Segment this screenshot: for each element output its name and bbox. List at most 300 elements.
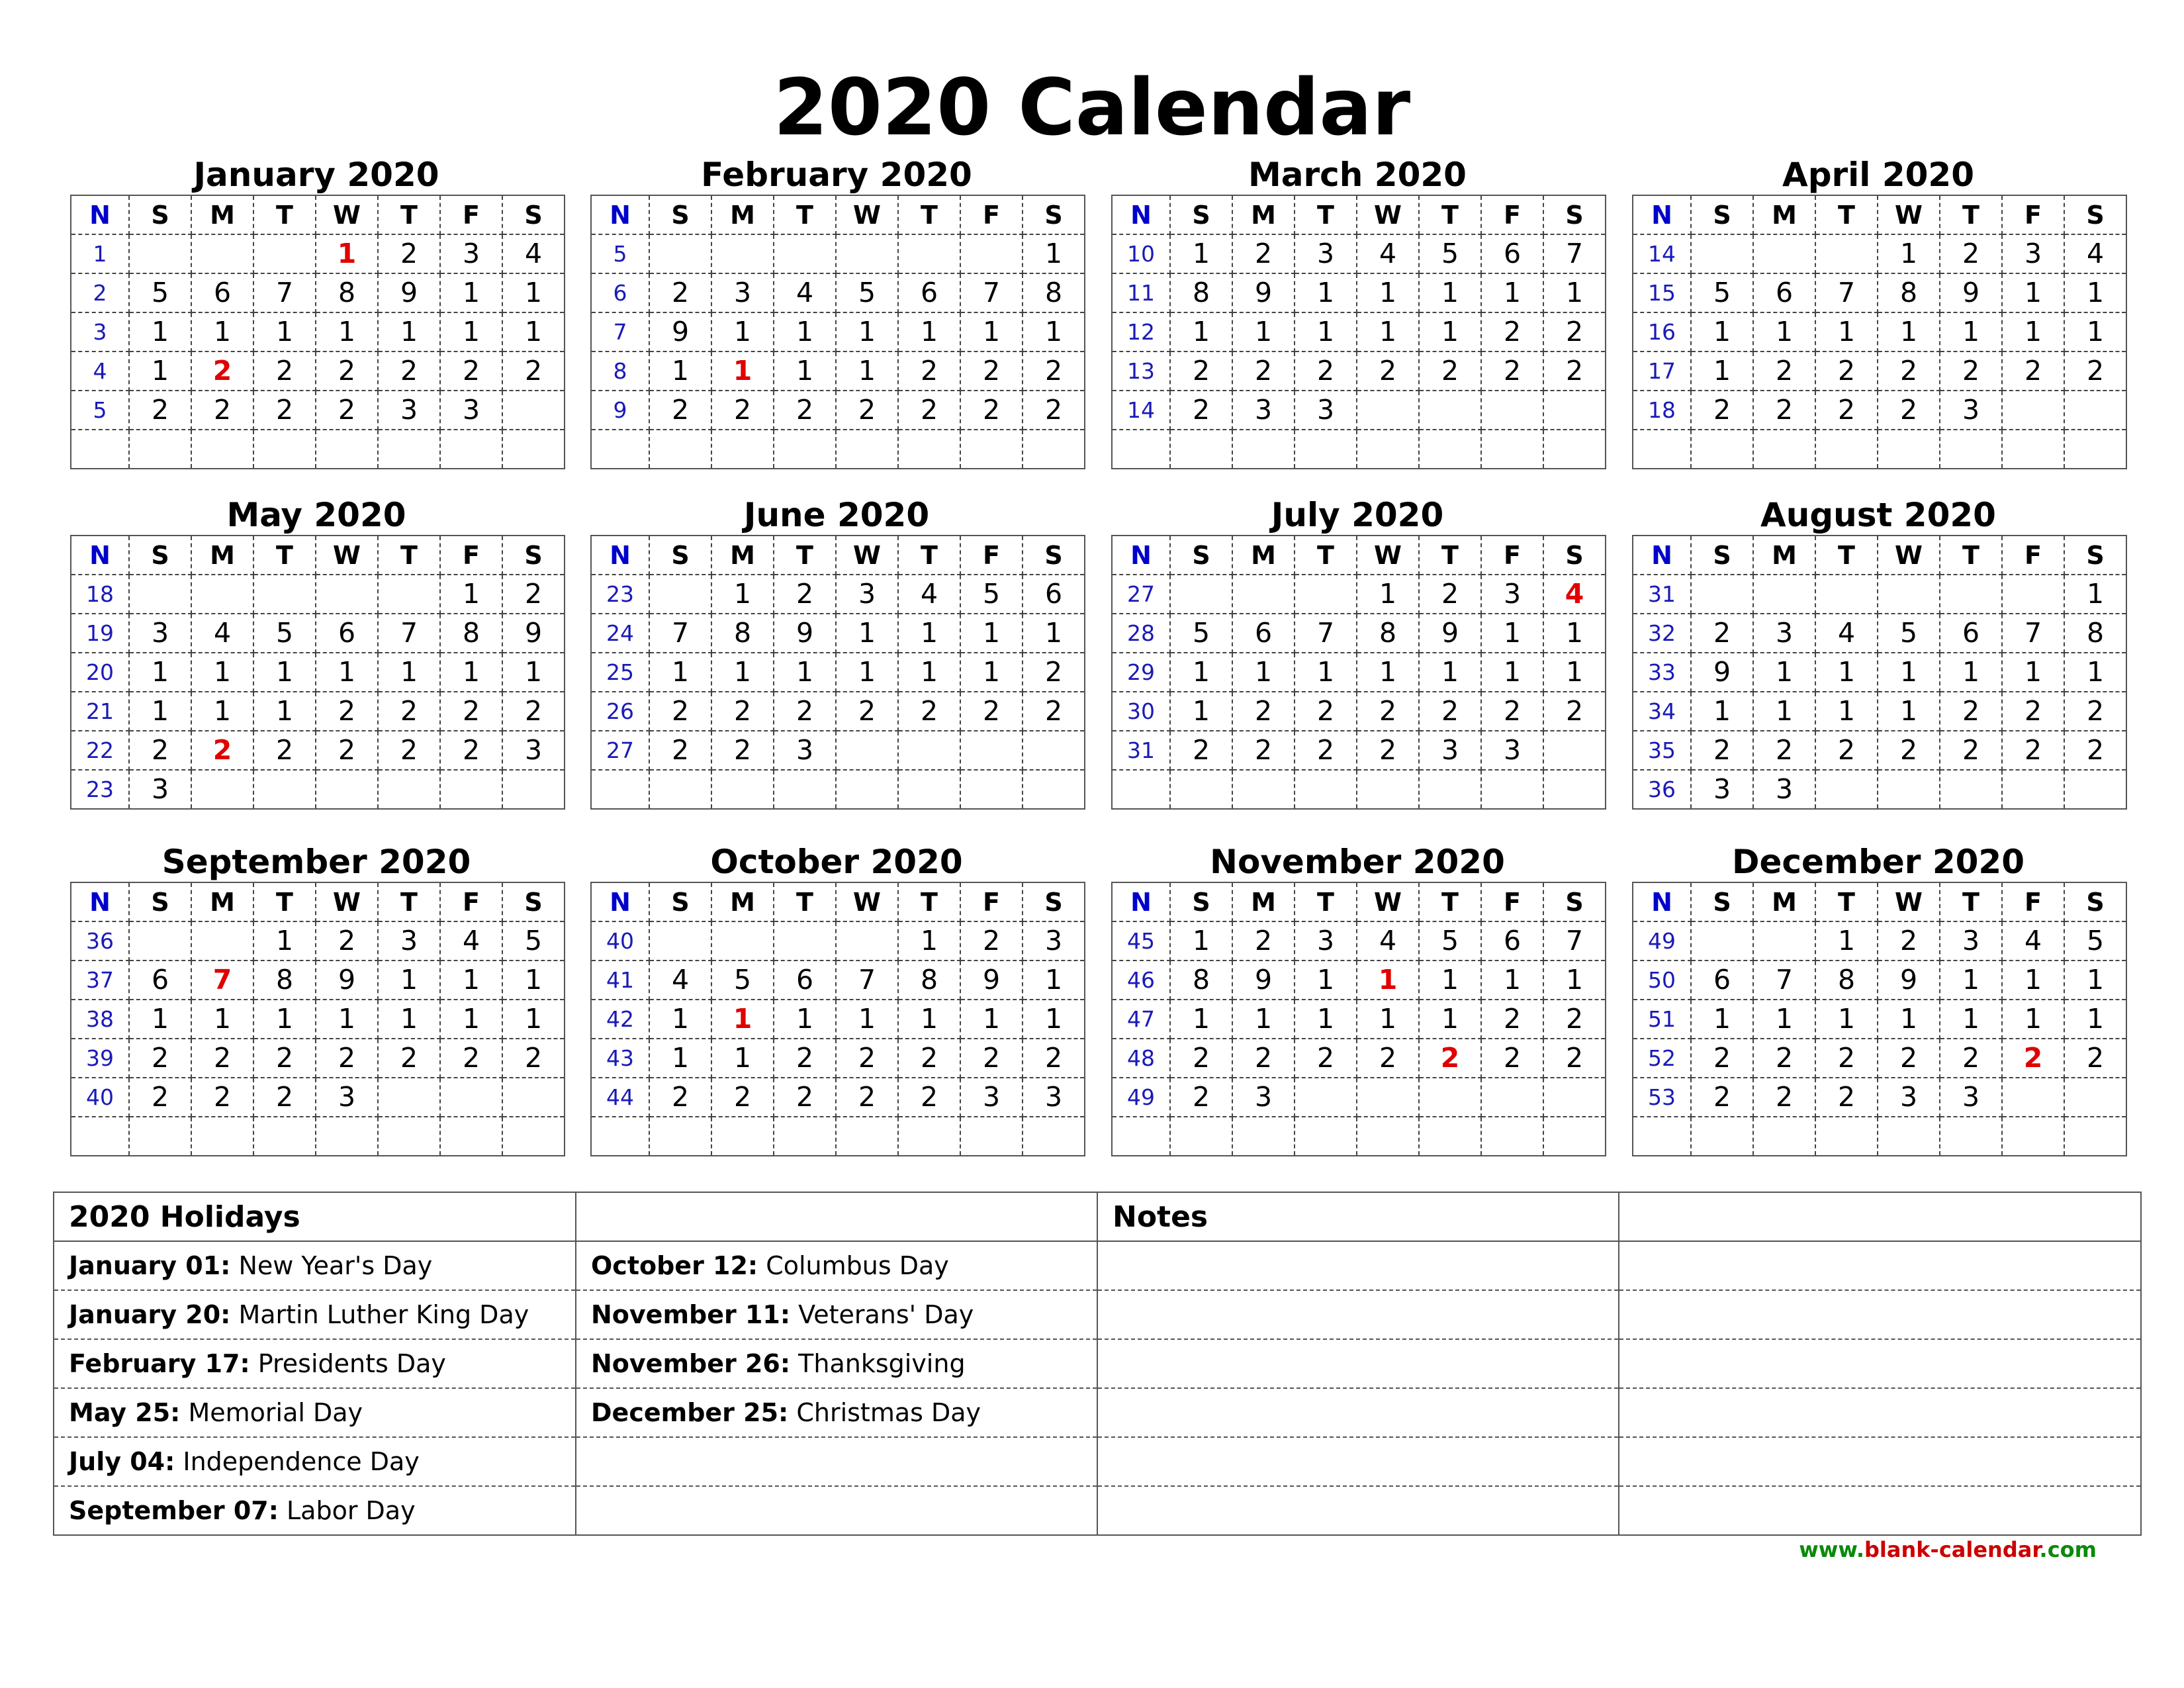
day-cell xyxy=(1691,921,1753,961)
day-cell: 3 xyxy=(1023,1078,1085,1117)
weekday-header: S xyxy=(1691,882,1753,921)
week-number: 37 xyxy=(71,961,129,1000)
day-cell: 1 xyxy=(1815,1000,1878,1039)
day-cell: 5 xyxy=(836,273,898,312)
day-cell: 2 xyxy=(1481,312,1543,352)
day-cell xyxy=(440,1078,502,1117)
day-cell: 1 xyxy=(2064,273,2126,312)
week-row xyxy=(1112,1000,1606,1039)
week-row xyxy=(1633,312,2126,352)
notes-line[interactable] xyxy=(1619,1388,2140,1437)
weekday-header: M xyxy=(1232,882,1295,921)
day-cell: 2 xyxy=(1940,692,2002,731)
day-cell: 9 xyxy=(649,312,711,352)
day-cell: 1 xyxy=(1295,273,1357,312)
holiday-date: October 12: xyxy=(591,1251,758,1280)
notes-line[interactable] xyxy=(1619,1437,2140,1486)
day-cell xyxy=(1940,770,2002,809)
week-number: 40 xyxy=(591,921,649,961)
week-number-header: N xyxy=(1112,536,1170,575)
holiday-day-cell: 2 xyxy=(191,731,253,770)
week-number: 36 xyxy=(1633,770,1691,809)
day-cell: 2 xyxy=(1481,1039,1543,1078)
month-calendar xyxy=(70,843,563,1156)
day-cell: 9 xyxy=(316,961,378,1000)
day-cell: 1 xyxy=(898,921,960,961)
day-cell: 4 xyxy=(774,273,836,312)
day-cell xyxy=(1878,1117,1940,1156)
month-title: September 2020 xyxy=(161,843,471,881)
day-cell xyxy=(191,770,253,809)
week-number: 1 xyxy=(71,234,129,273)
day-cell xyxy=(129,921,191,961)
week-number xyxy=(71,430,129,469)
week-row xyxy=(1112,961,1606,1000)
day-cell: 2 xyxy=(1543,1039,1606,1078)
day-cell: 2 xyxy=(1295,692,1357,731)
day-cell: 2 xyxy=(1691,1039,1753,1078)
day-cell xyxy=(1878,575,1940,614)
week-number: 48 xyxy=(1112,1039,1170,1078)
holiday-date: July 04: xyxy=(69,1447,175,1476)
day-cell: 2 xyxy=(649,692,711,731)
weekday-header: S xyxy=(129,536,191,575)
week-number: 27 xyxy=(591,731,649,770)
day-cell xyxy=(1170,770,1232,809)
week-row xyxy=(1633,1078,2126,1117)
notes-line[interactable] xyxy=(1097,1388,1619,1437)
day-cell: 2 xyxy=(1357,731,1419,770)
day-cell: 1 xyxy=(1419,653,1481,692)
month-calendar xyxy=(1111,156,1604,469)
day-cell: 1 xyxy=(960,614,1023,653)
footer-suffix: .com xyxy=(2039,1537,2097,1562)
holiday-entry xyxy=(54,1241,576,1290)
week-row xyxy=(1112,1078,1606,1117)
day-cell: 2 xyxy=(1170,1039,1232,1078)
notes-line[interactable] xyxy=(1619,1339,2140,1388)
day-cell: 2 xyxy=(960,692,1023,731)
notes-line[interactable] xyxy=(1097,1486,1619,1534)
holiday-row xyxy=(54,1290,2140,1339)
day-cell: 8 xyxy=(2064,614,2126,653)
week-number: 27 xyxy=(1112,575,1170,614)
week-number: 18 xyxy=(1633,391,1691,430)
week-number: 49 xyxy=(1633,921,1691,961)
day-cell: 2 xyxy=(378,234,440,273)
weekday-header: T xyxy=(1295,195,1357,234)
week-number xyxy=(1633,1117,1691,1156)
notes-line[interactable] xyxy=(1097,1437,1619,1486)
day-cell: 2 xyxy=(1023,391,1085,430)
weekday-header: F xyxy=(960,536,1023,575)
day-cell: 9 xyxy=(1878,961,1940,1000)
holiday-entry xyxy=(54,1437,576,1486)
week-number: 31 xyxy=(1112,731,1170,770)
day-cell: 2 xyxy=(129,1039,191,1078)
day-cell xyxy=(898,731,960,770)
day-cell: 5 xyxy=(711,961,774,1000)
day-cell: 1 xyxy=(440,575,502,614)
weekday-header: S xyxy=(1023,195,1085,234)
day-cell: 1 xyxy=(129,653,191,692)
day-cell: 1 xyxy=(1481,614,1543,653)
day-cell: 8 xyxy=(711,614,774,653)
day-cell: 1 xyxy=(1815,921,1878,961)
day-cell: 1 xyxy=(1357,575,1419,614)
day-cell: 1 xyxy=(1878,312,1940,352)
day-cell: 1 xyxy=(960,312,1023,352)
week-number: 38 xyxy=(71,1000,129,1039)
weekday-header-row xyxy=(1633,882,2126,921)
weekday-header: T xyxy=(378,195,440,234)
notes-line[interactable] xyxy=(1619,1290,2140,1339)
day-cell: 1 xyxy=(1295,961,1357,1000)
holiday-name: Independence Day xyxy=(183,1447,420,1476)
day-cell: 2 xyxy=(1023,692,1085,731)
day-cell: 2 xyxy=(1691,1078,1753,1117)
week-row xyxy=(591,234,1085,273)
day-cell: 1 xyxy=(1878,653,1940,692)
week-number: 24 xyxy=(591,614,649,653)
month-table xyxy=(1111,882,1606,1156)
weekday-header: S xyxy=(2064,195,2126,234)
day-cell: 7 xyxy=(1295,614,1357,653)
day-cell: 2 xyxy=(1023,352,1085,391)
day-cell: 1 xyxy=(502,1000,565,1039)
day-cell: 2 xyxy=(1543,352,1606,391)
weekday-header: T xyxy=(253,536,316,575)
week-number xyxy=(71,1117,129,1156)
day-cell xyxy=(1023,731,1085,770)
day-cell xyxy=(1940,1117,2002,1156)
day-cell xyxy=(1419,391,1481,430)
day-cell: 1 xyxy=(2064,1000,2126,1039)
day-cell: 1 xyxy=(711,1039,774,1078)
week-number: 46 xyxy=(1112,961,1170,1000)
week-row xyxy=(71,614,565,653)
day-cell: 3 xyxy=(1023,921,1085,961)
day-cell xyxy=(253,1117,316,1156)
day-cell: 1 xyxy=(836,653,898,692)
week-number: 14 xyxy=(1112,391,1170,430)
day-cell: 1 xyxy=(316,312,378,352)
day-cell: 6 xyxy=(1691,961,1753,1000)
day-cell xyxy=(960,430,1023,469)
week-number: 5 xyxy=(591,234,649,273)
day-cell xyxy=(253,234,316,273)
day-cell: 1 xyxy=(1295,312,1357,352)
week-number: 3 xyxy=(71,312,129,352)
day-cell: 9 xyxy=(774,614,836,653)
holiday-date: December 25: xyxy=(591,1398,789,1427)
day-cell: 2 xyxy=(1170,1078,1232,1117)
weekday-header: M xyxy=(1232,536,1295,575)
day-cell xyxy=(1691,430,1753,469)
day-cell xyxy=(1815,770,1878,809)
week-number: 36 xyxy=(71,921,129,961)
day-cell: 2 xyxy=(898,352,960,391)
day-cell: 3 xyxy=(1481,575,1543,614)
week-number: 50 xyxy=(1633,961,1691,1000)
day-cell xyxy=(2064,1078,2126,1117)
week-number: 20 xyxy=(71,653,129,692)
day-cell: 5 xyxy=(1691,273,1753,312)
week-row xyxy=(591,1039,1085,1078)
month-title: December 2020 xyxy=(1732,843,2025,881)
day-cell: 1 xyxy=(1023,234,1085,273)
day-cell: 1 xyxy=(1170,312,1232,352)
day-cell xyxy=(711,770,774,809)
holiday-name: Christmas Day xyxy=(796,1398,981,1427)
weekday-header: S xyxy=(1170,195,1232,234)
day-cell: 2 xyxy=(1753,731,1815,770)
month-table xyxy=(1632,195,2127,469)
weekday-header: M xyxy=(1232,195,1295,234)
day-cell xyxy=(253,575,316,614)
day-cell: 2 xyxy=(1753,391,1815,430)
day-cell: 1 xyxy=(502,273,565,312)
day-cell xyxy=(378,1078,440,1117)
week-number: 9 xyxy=(591,391,649,430)
day-cell xyxy=(960,731,1023,770)
day-cell xyxy=(1815,575,1878,614)
day-cell: 2 xyxy=(129,1078,191,1117)
holiday-row xyxy=(54,1388,2140,1437)
month-table xyxy=(1111,535,1606,810)
month-title: October 2020 xyxy=(710,843,963,881)
day-cell xyxy=(1691,575,1753,614)
day-cell: 3 xyxy=(378,391,440,430)
day-cell xyxy=(129,575,191,614)
week-number xyxy=(1112,430,1170,469)
day-cell: 9 xyxy=(1232,961,1295,1000)
week-number: 34 xyxy=(1633,692,1691,731)
day-cell: 1 xyxy=(1023,312,1085,352)
week-row xyxy=(591,770,1085,809)
day-cell: 1 xyxy=(253,312,316,352)
day-cell xyxy=(378,430,440,469)
day-cell: 8 xyxy=(1023,273,1085,312)
notes-line[interactable] xyxy=(1097,1339,1619,1388)
day-cell: 1 xyxy=(1543,653,1606,692)
notes-line[interactable] xyxy=(1619,1241,2140,1290)
weekday-header-row xyxy=(591,882,1085,921)
day-cell: 4 xyxy=(1357,234,1419,273)
notes-line[interactable] xyxy=(1619,1486,2140,1534)
day-cell: 1 xyxy=(1170,1000,1232,1039)
day-cell: 2 xyxy=(774,1039,836,1078)
week-row xyxy=(71,430,565,469)
weekday-header-row xyxy=(71,195,565,234)
day-cell: 1 xyxy=(1357,653,1419,692)
day-cell xyxy=(711,921,774,961)
day-cell: 1 xyxy=(2002,312,2064,352)
day-cell: 2 xyxy=(502,575,565,614)
week-row xyxy=(1112,1117,1606,1156)
week-row xyxy=(1633,692,2126,731)
day-cell xyxy=(2002,391,2064,430)
day-cell: 2 xyxy=(1543,312,1606,352)
week-number: 52 xyxy=(1633,1039,1691,1078)
day-cell: 1 xyxy=(1357,312,1419,352)
day-cell xyxy=(774,234,836,273)
day-cell xyxy=(1481,1117,1543,1156)
week-number xyxy=(1633,430,1691,469)
day-cell: 3 xyxy=(1419,731,1481,770)
day-cell: 1 xyxy=(1940,312,2002,352)
day-cell xyxy=(1691,1117,1753,1156)
day-cell xyxy=(440,430,502,469)
day-cell xyxy=(1295,1078,1357,1117)
day-cell: 2 xyxy=(502,1039,565,1078)
week-row xyxy=(1112,352,1606,391)
day-cell: 1 xyxy=(1481,961,1543,1000)
week-row xyxy=(1633,1000,2126,1039)
day-cell: 1 xyxy=(1023,961,1085,1000)
week-number: 47 xyxy=(1112,1000,1170,1039)
weekday-header: M xyxy=(711,536,774,575)
day-cell: 2 xyxy=(253,352,316,391)
day-cell xyxy=(1232,770,1295,809)
day-cell: 2 xyxy=(1357,1039,1419,1078)
day-cell: 2 xyxy=(2064,1039,2126,1078)
website-footer[interactable] xyxy=(1799,1537,2097,1562)
holiday-entry xyxy=(576,1388,1097,1437)
day-cell: 1 xyxy=(1753,692,1815,731)
weekday-header: T xyxy=(1815,536,1878,575)
day-cell: 2 xyxy=(898,1039,960,1078)
day-cell: 1 xyxy=(960,1000,1023,1039)
day-cell: 2 xyxy=(378,692,440,731)
weekday-header: W xyxy=(1878,882,1940,921)
holiday-date: November 26: xyxy=(591,1349,791,1378)
week-number: 35 xyxy=(1633,731,1691,770)
weekday-header: W xyxy=(1357,195,1419,234)
notes-line[interactable] xyxy=(1097,1290,1619,1339)
day-cell xyxy=(440,1117,502,1156)
day-cell: 1 xyxy=(2064,961,2126,1000)
month-calendar xyxy=(1111,496,1604,810)
day-cell: 2 xyxy=(2002,731,2064,770)
month-table xyxy=(590,195,1085,469)
day-cell: 3 xyxy=(440,234,502,273)
day-cell xyxy=(1295,770,1357,809)
day-cell: 2 xyxy=(1815,731,1878,770)
day-cell: 2 xyxy=(1419,352,1481,391)
week-row xyxy=(1112,921,1606,961)
day-cell: 2 xyxy=(1878,1039,1940,1078)
day-cell: 7 xyxy=(836,961,898,1000)
day-cell: 1 xyxy=(649,352,711,391)
week-row xyxy=(1633,653,2126,692)
day-cell: 8 xyxy=(316,273,378,312)
day-cell: 1 xyxy=(316,653,378,692)
day-cell: 1 xyxy=(1940,1000,2002,1039)
day-cell xyxy=(129,430,191,469)
day-cell: 3 xyxy=(960,1078,1023,1117)
day-cell: 2 xyxy=(1295,1039,1357,1078)
day-cell xyxy=(129,1117,191,1156)
day-cell: 2 xyxy=(1815,352,1878,391)
day-cell: 1 xyxy=(253,1000,316,1039)
day-cell: 1 xyxy=(440,653,502,692)
day-cell: 1 xyxy=(1815,653,1878,692)
notes-line[interactable] xyxy=(1097,1241,1619,1290)
week-row xyxy=(591,273,1085,312)
day-cell xyxy=(191,921,253,961)
day-cell xyxy=(836,770,898,809)
weekday-header: F xyxy=(2002,882,2064,921)
weekday-header: W xyxy=(316,536,378,575)
weekday-header: W xyxy=(1878,195,1940,234)
week-row xyxy=(1633,1039,2126,1078)
weekday-header: T xyxy=(1295,536,1357,575)
week-number xyxy=(591,1117,649,1156)
day-cell: 2 xyxy=(253,391,316,430)
day-cell xyxy=(2002,770,2064,809)
day-cell: 3 xyxy=(2002,234,2064,273)
week-number: 51 xyxy=(1633,1000,1691,1039)
week-row xyxy=(591,430,1085,469)
week-number-header: N xyxy=(1112,195,1170,234)
day-cell: 2 xyxy=(378,352,440,391)
week-row xyxy=(591,653,1085,692)
day-cell: 1 xyxy=(1543,614,1606,653)
day-cell: 2 xyxy=(1419,692,1481,731)
footer-brand: blank-calendar xyxy=(1864,1537,2040,1562)
day-cell: 2 xyxy=(1232,921,1295,961)
week-number: 4 xyxy=(71,352,129,391)
day-cell xyxy=(649,575,711,614)
week-row xyxy=(591,614,1085,653)
day-cell xyxy=(378,575,440,614)
day-cell: 2 xyxy=(774,391,836,430)
week-number: 44 xyxy=(591,1078,649,1117)
week-number: 40 xyxy=(71,1078,129,1117)
day-cell: 9 xyxy=(502,614,565,653)
weekday-header: T xyxy=(774,536,836,575)
day-cell: 2 xyxy=(1878,731,1940,770)
day-cell: 1 xyxy=(774,352,836,391)
month-title: August 2020 xyxy=(1760,496,1996,534)
day-cell xyxy=(1815,1117,1878,1156)
day-cell: 2 xyxy=(774,1078,836,1117)
month-calendar xyxy=(70,156,563,469)
day-cell xyxy=(1357,391,1419,430)
day-cell xyxy=(1419,430,1481,469)
day-cell: 1 xyxy=(191,312,253,352)
week-number: 2 xyxy=(71,273,129,312)
week-number-header: N xyxy=(1633,536,1691,575)
day-cell xyxy=(649,770,711,809)
weekday-header: S xyxy=(1023,536,1085,575)
day-cell xyxy=(1419,1117,1481,1156)
week-row xyxy=(1112,653,1606,692)
day-cell: 2 xyxy=(1753,1039,1815,1078)
day-cell: 3 xyxy=(1753,770,1815,809)
day-cell: 3 xyxy=(1753,614,1815,653)
day-cell: 1 xyxy=(1878,692,1940,731)
day-cell: 3 xyxy=(1940,921,2002,961)
day-cell: 2 xyxy=(1481,352,1543,391)
month-table xyxy=(1632,882,2127,1156)
day-cell: 3 xyxy=(316,1078,378,1117)
day-cell xyxy=(1023,1117,1085,1156)
day-cell: 2 xyxy=(649,731,711,770)
day-cell: 1 xyxy=(316,1000,378,1039)
weekday-header-row xyxy=(71,882,565,921)
